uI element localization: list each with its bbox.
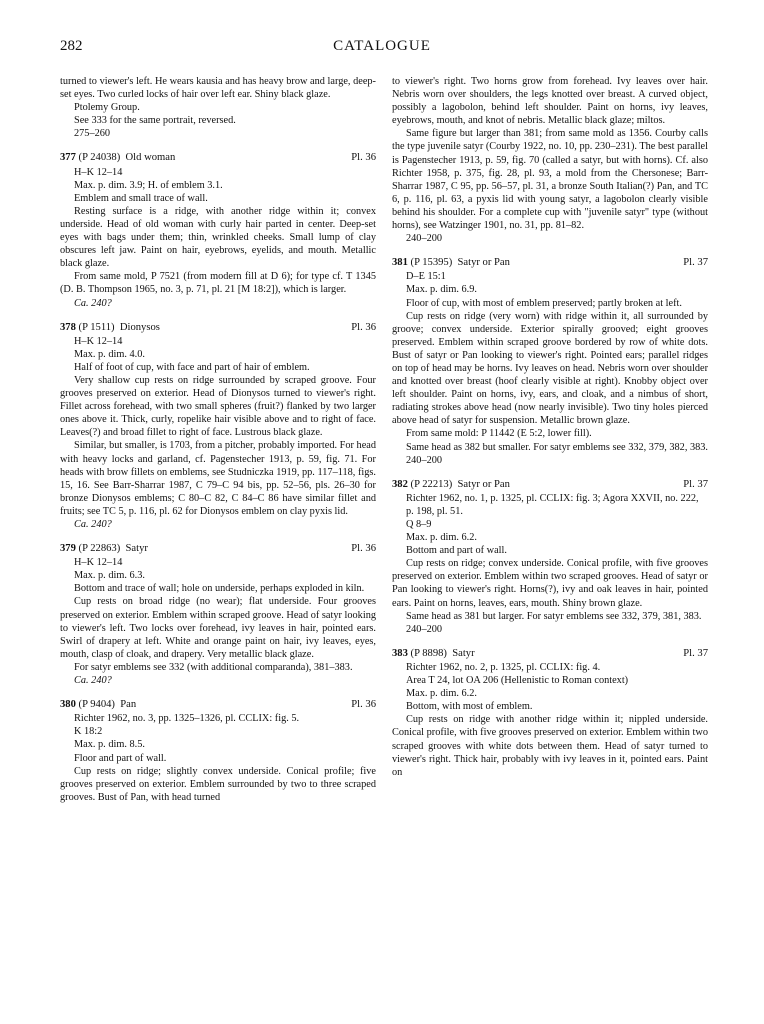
entry-comparanda: Same head as 382 but smaller. For satyr emblems see 332, 379, 382, 383.: [406, 441, 708, 453]
entry-subject: Satyr: [125, 543, 148, 555]
page-header: [60, 38, 704, 58]
entry-preservation: Floor and part of wall.: [74, 752, 167, 764]
entry-preservation: Bottom and trace of wall; hole on underside, perhaps exploded in kiln.: [74, 583, 365, 595]
entry-subject: Dionysos: [119, 321, 160, 333]
catalogue-entry-383: [392, 647, 708, 779]
catalogue-entry-380: [60, 698, 376, 804]
entry-bibliography: Richter 1962, no. 3, pp. 1325–1326, pl. CCLIX: fig. 5.: [74, 713, 300, 725]
entry-dimensions: Max. p. dim. 6.2.: [406, 688, 477, 700]
entry-number: 377: [60, 152, 76, 164]
entry-preservation: Bottom, with most of emblem.: [406, 701, 533, 713]
entry-inventory: (P 24038): [78, 152, 121, 164]
entry-deposit: K 18:2: [74, 726, 103, 738]
entry-inventory: (P 1511): [78, 321, 115, 333]
entry-title: [392, 256, 510, 269]
entry-inventory: (P 15395): [410, 257, 453, 269]
entry-number: 383: [392, 647, 408, 659]
entry-dimensions: Max. p. dim. 4.0.: [74, 348, 145, 360]
entry-subject: Pan: [120, 699, 137, 711]
entry-heading: [60, 151, 376, 164]
entry-dimensions: Max. p. dim. 8.5.: [74, 739, 145, 751]
entry-deposit: Q 8–9: [406, 519, 432, 530]
entry-deposit: D–E 15:1: [406, 271, 446, 283]
entry-date: Ca. 240?: [74, 519, 112, 530]
entry-date: 240–200: [406, 623, 443, 635]
entry-comparanda: Similar, but smaller, is 1703, from a pitcher, probably imported. For head with heavy locks and garland, cf. Pagenstecher 1913, p. 59, fig. 71. For heads with brow fillets on emblems, see Studniczka 1919, pp. 117–118, figs. 15, 16. See Barr-Sharrar 1987, C 79–C 94 bis, pp. 52–56, pls. 26–30 for bronze Dionysos emblems; C 80–C 82, C 84–C 86 have similar fillet and fruits; see TC 5, p. 116, pl. 62 for Dionysos emblem on clay pyxis lid.: [60, 440, 376, 517]
entry-inventory: (P 22213): [410, 478, 453, 490]
entry-number: 378: [60, 321, 76, 333]
entry-title: [60, 151, 175, 164]
entry-comparanda: Same head as 381 but larger. For satyr emblems see 332, 379, 381, 383.: [406, 610, 702, 622]
entry-bibliography: Richter 1962, no. 2, p. 1325, pl. CCLIX: fig. 4.: [406, 661, 601, 673]
entry-number: 381: [392, 257, 408, 269]
continuation-text: turned to viewer's left. He wears kausia and has heavy brow and large, deep-set eyes. Two curled locks of hair over left ear. Shiny black glaze.: [60, 76, 376, 101]
page-number: 282: [60, 38, 83, 54]
entry-description: Very shallow cup rests on ridge surrounded by scraped groove. Four grooves preserved on exterior. Head of Dionysos turned to viewer's right. Fillet across forehead, with two small spheres (fruit?) flanked by two larger ones above it. Thick, curly, ropelike hair visible above and to right of face. Leaves(?) and broad fillet to right of face. Lustrous black glaze.: [60, 374, 376, 439]
entry-comparanda: For satyr emblems see 332 (with additional comparanda), 381–383.: [74, 661, 353, 673]
entry-inventory: (P 8898): [410, 647, 447, 659]
catalogue-entry-378: [60, 321, 376, 532]
entry-deposit: H–K 12–14: [74, 557, 123, 569]
entry-number: 380: [60, 699, 76, 711]
continuation-date: 240–200: [406, 233, 443, 245]
entry-plate: Pl. 37: [683, 257, 708, 269]
entry-description: Cup rests on ridge; convex underside. Conical profile, with five grooves preserved on exterior. Emblem within two scraped grooves. Head of satyr or Pan looking to viewer's right. Horns(?), ivy and oak leaves in hair, pointed ears. Paint on horns, leaves, ears, mouth. Shiny brown glaze.: [392, 558, 708, 609]
entry-date: 240–200: [406, 454, 443, 466]
catalogue-entry-381: [392, 256, 708, 467]
continuation-group: Ptolemy Group.: [74, 102, 140, 114]
entry-title: [60, 321, 160, 334]
entry-preservation: Bottom and part of wall.: [406, 545, 507, 557]
entry-title: [60, 698, 136, 711]
entry-inventory: (P 9404): [78, 699, 115, 711]
entry-inventory: (P 22863): [78, 543, 121, 555]
entry-title: [392, 478, 510, 491]
catalogue-entry-377: [60, 151, 376, 309]
entry-bibliography: Richter 1962, no. 1, p. 1325, pl. CCLIX: fig. 3; Agora XXVII, no. 222, p. 198, pl. 51.: [406, 492, 699, 517]
entry-number: 382: [392, 478, 408, 490]
continuation-comparanda: Same figure but larger than 381; from same mold as 1356. Courby calls the type juvenile satyr (Courby 1922, no. 10, pp. 230–231). The best parallel is Pagenstecher 1913, p. 59, fig. 70 (called a satyr, but with horns). Cf. also Richter 1958, p. 375, fig. 28, pl. 93, a mold from the Chersonese; Barr-Sharrar 1987, C 95, pp. 56–57, pl. 31, a bronze South Italian(?) Pan, and TC 6, p. 116, pl. 63, a pyxis lid with young satyr, a lagobolon clearly visible behind his shoulder. For a complete cup with "juvenile satyr" type (without horns), see Watzinger 1901, no. 31, pp. 81–82.: [392, 128, 708, 232]
entry-deposit: H–K 12–14: [74, 335, 123, 347]
entry-description: Cup rests on ridge; slightly convex underside. Conical profile; five grooves preserved on exterior. Emblem surrounded by two to three scraped grooves. Bust of Pan, with head turned: [60, 765, 376, 803]
entry-subject: Satyr: [452, 647, 475, 659]
entry-heading: [392, 478, 708, 491]
entry-date: Ca. 240?: [74, 297, 112, 309]
entry-title: [60, 542, 148, 555]
entry-plate: Pl. 36: [351, 321, 376, 333]
entry-heading: [60, 542, 376, 555]
entry-subject: Old woman: [125, 152, 176, 164]
entry-heading: [60, 698, 376, 711]
continuation-text: to viewer's right. Two horns grow from forehead. Ivy leaves over hair. Nebris worn over shoulders, the legs knotted over breast. A curved object, possibly a lagobolon, behind left shoulder. Paint on horns, ivy leaves, eyebrows, mouth, and knot of nebris. Metallic black glaze; miltos.: [392, 76, 708, 127]
entry-preservation: Half of foot of cup, with face and part of hair of emblem.: [74, 361, 310, 373]
entry-preservation: Emblem and small trace of wall.: [74, 192, 208, 204]
entry-dimensions: Max. p. dim. 6.9.: [406, 284, 477, 296]
entry-comparanda: From same mold, P 7521 (from modern fill at D 6); for type cf. T 1345 (D. B. Thompson 1965, no. 3, p. 71, pl. 21 [M 18:2]), which is larger.: [60, 271, 376, 296]
continuation-see: See 333 for the same portrait, reversed.: [74, 115, 236, 127]
running-title: CATALOGUE: [333, 38, 431, 54]
entry-dimensions: Max. p. dim. 6.2.: [406, 532, 477, 544]
entry-heading: [392, 647, 708, 660]
entry-description: Cup rests on ridge with another ridge within it; nippled underside. Conical profile, with five grooves preserved on exterior. Emblem within two scraped grooves with white dots between them. Head of satyr turned to viewer's right. Thick hair, probably with ivy leaves in it, pointed ears. Paint on: [392, 714, 708, 778]
entry-plate: Pl. 37: [683, 478, 708, 490]
entry-plate: Pl. 36: [351, 543, 376, 555]
entry-plate: Pl. 36: [351, 152, 376, 164]
entry-description: Resting surface is a ridge, with another ridge within it; convex underside. Head of old woman with curly hair parted in center. Deep-set eyes with bags under them; thin, wrinkled cheeks. Small lump of clay obscures left jaw. Paint on hair, eyebrows, eyelids, and mouth. Metallic black glaze.: [60, 205, 376, 270]
entry-date: Ca. 240?: [74, 675, 112, 687]
entry-description: Cup rests on ridge (very worn) with ridge within it, all surrounded by groove; convex underside. Exterior spirally grooved; eight grooves preserved. Emblem within scraped groove bordered by row of white dots. Bust of satyr or Pan looking to viewer's right. Pointed ears; parallel ridges on top of head may be horns. Ivy leaves on head. Nebris worn over shoulder and knotted over breast (hoof clearly visible at right). Knobby object over left shoulder. Paint on horns, ivy, ears, and cloak, and a nimbus of short, radiating strokes above head (now nearly invisible). Two tiny holes pierced above head of satyr for suspension. Metallic brown glaze.: [392, 310, 708, 427]
catalogue-entry-382: [392, 478, 708, 636]
entry-subject: Satyr or Pan: [457, 478, 510, 490]
continuation-date: 275–260: [74, 128, 111, 140]
entry-heading: [392, 256, 708, 269]
catalogue-entry-379: [60, 542, 376, 687]
entry-dimensions: Max. p. dim. 3.9; H. of emblem 3.1.: [74, 179, 223, 191]
entry-same-mold: From same mold: P 11442 (E 5:2, lower fill).: [406, 428, 592, 440]
entry-title: [392, 647, 475, 660]
left-column: [60, 75, 376, 804]
entry-subject: Satyr or Pan: [457, 257, 510, 269]
entry-plate: Pl. 37: [683, 647, 708, 659]
entry-heading: [60, 321, 376, 334]
entry-preservation: Floor of cup, with most of emblem preserved; partly broken at left.: [406, 297, 682, 309]
entry-deposit: Area T 24, lot OA 206 (Hellenistic to Roman context): [406, 675, 629, 687]
entry-number: 379: [60, 543, 76, 555]
entry-plate: Pl. 36: [351, 699, 376, 711]
entry-dimensions: Max. p. dim. 6.3.: [74, 570, 145, 582]
entry-description: Cup rests on broad ridge (no wear); flat underside. Four grooves preserved on exterior. Emblem within scraped groove. Head of satyr looking to viewer's left. Two locks over forehead, ivy leaves in hair, pointed ears. Swirl of drapery at left. White and orange paint on hair, ivy leaves, eyes, mouth, clasp of cloak, and drapery. Very metallic black glaze.: [60, 596, 376, 660]
right-column: [392, 75, 708, 779]
entry-deposit: H–K 12–14: [74, 166, 123, 178]
